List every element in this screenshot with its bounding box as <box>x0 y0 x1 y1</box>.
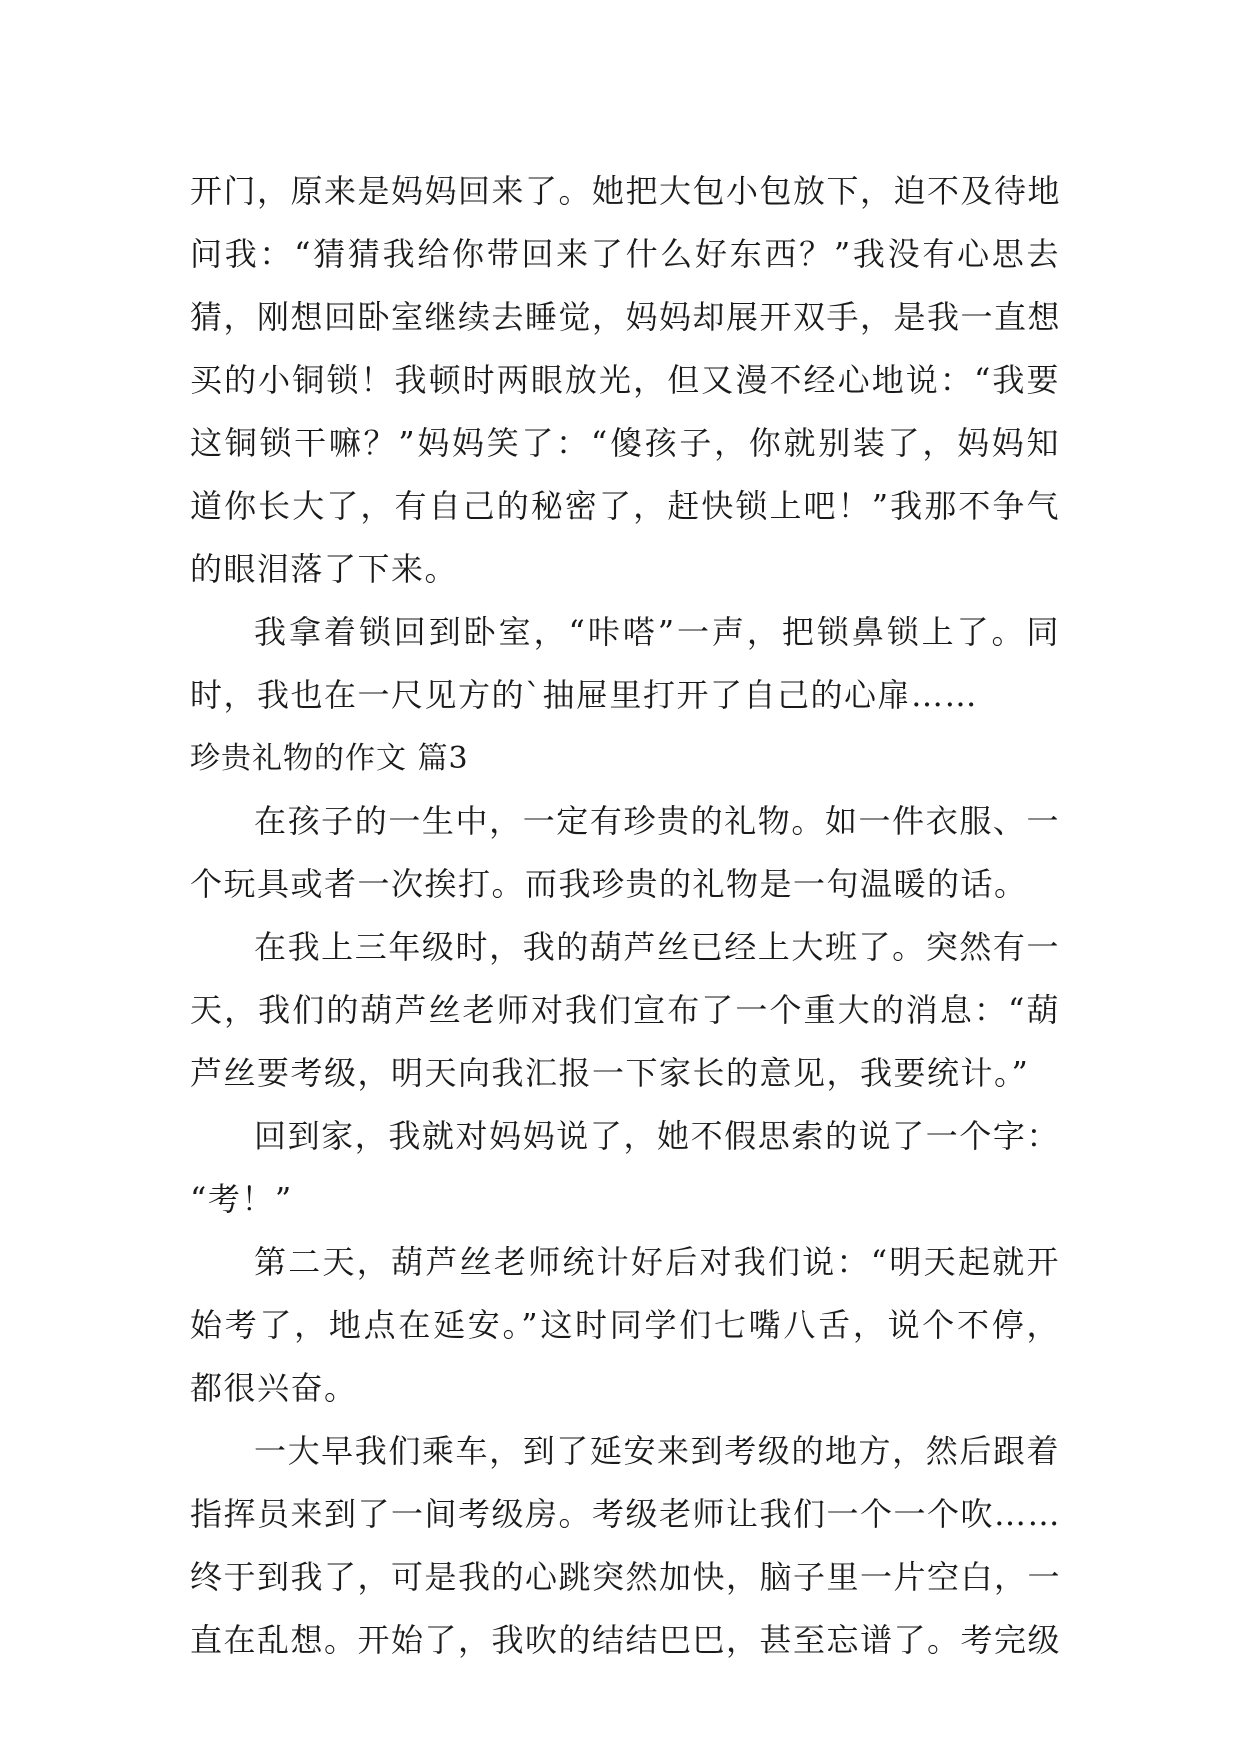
text-line: 道你长大了，有自己的秘密了，赶快锁上吧！”我那不争气 <box>190 487 1060 525</box>
text-line: 终于到我了，可是我的心跳突然加快，脑子里一片空白，一 <box>190 1558 1062 1596</box>
text-line: 在孩子的一生中，一定有珍贵的礼物。如一件衣服、一 <box>254 802 1060 840</box>
text-line: 回到家，我就对妈妈说了，她不假思索的说了一个字： <box>254 1117 1060 1155</box>
text-line: 开门，原来是妈妈回来了。她把大包小包放下，迫不及待地 <box>190 172 1062 210</box>
text-line: 买的小铜锁！我顿时两眼放光，但又漫不经心地说：“我要 <box>190 361 1060 399</box>
text-line: 时，我也在一尺见方的`抽屉里打开了自己的心扉…… <box>190 676 979 714</box>
text-line: 都很兴奋。 <box>190 1369 358 1407</box>
text-line: 第二天，葫芦丝老师统计好后对我们说：“明天起就开 <box>254 1243 1060 1281</box>
text-line: 问我：“猜猜我给你带回来了什么好东西？”我没有心思去 <box>190 235 1060 273</box>
text-line: 我拿着锁回到卧室，“咔嗒”一声，把锁鼻锁上了。同 <box>254 613 1060 651</box>
text-line: 在我上三年级时，我的葫芦丝已经上大班了。突然有一 <box>254 928 1060 966</box>
text-line: 直在乱想。开始了，我吹的结结巴巴，甚至忘谱了。考完级 <box>190 1621 1062 1659</box>
text-line: 天，我们的葫芦丝老师对我们宣布了一个重大的消息：“葫 <box>190 991 1060 1029</box>
text-line: 指挥员来到了一间考级房。考级老师让我们一个一个吹…… <box>190 1495 1062 1533</box>
document-page <box>190 160 1060 1672</box>
section-heading: 珍贵礼物的作文 篇3 <box>190 741 469 776</box>
text-line: 的眼泪落了下来。 <box>190 550 459 588</box>
text-line: 这铜锁干嘛？”妈妈笑了：“傻孩子，你就别装了，妈妈知 <box>190 424 1060 462</box>
text-line: 猜，刚想回卧室继续去睡觉，妈妈却展开双手，是我一直想 <box>190 298 1062 336</box>
text-line: 一大早我们乘车，到了延安来到考级的地方，然后跟着 <box>254 1432 1060 1470</box>
text-line: “考！” <box>190 1180 293 1218</box>
text-line: 始考了，地点在延安。”这时同学们七嘴八舌，说个不停， <box>190 1306 1060 1344</box>
text-line: 个玩具或者一次挨打。而我珍贵的礼物是一句温暖的话。 <box>190 865 1028 903</box>
text-line: 芦丝要考级，明天向我汇报一下家长的意见，我要统计。” <box>190 1054 1030 1092</box>
